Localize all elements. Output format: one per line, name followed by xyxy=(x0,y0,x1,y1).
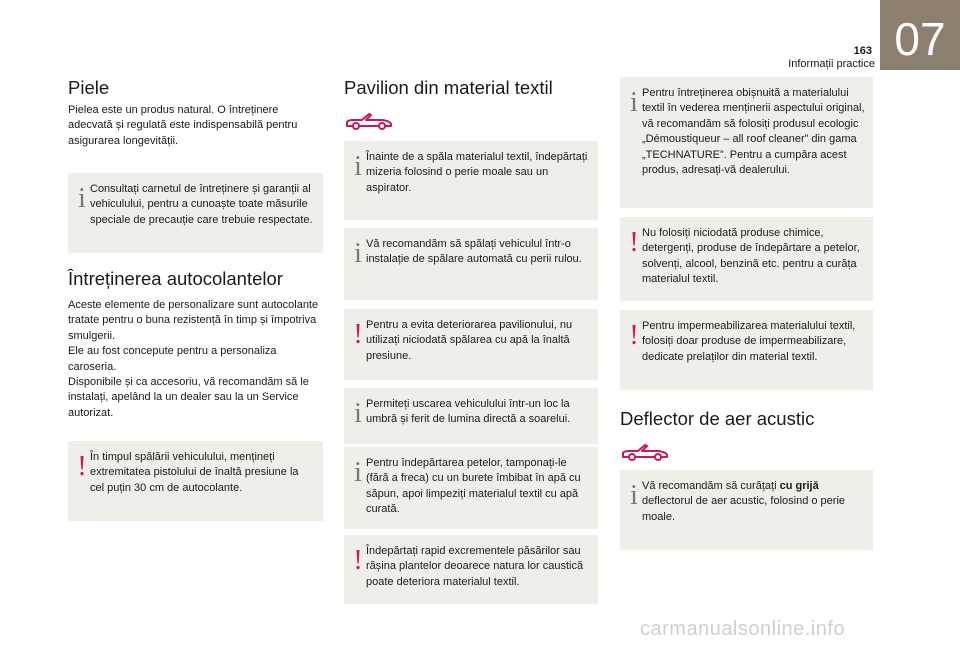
warning-icon: ! xyxy=(353,319,363,350)
note-text: Înainte de a spăla materialul textil, îndepărtați mizeria folosind o perie moale sau un aspirator. xyxy=(366,151,588,194)
note-box xyxy=(344,228,598,300)
info-icon: i xyxy=(630,480,638,511)
convertible-car-icon xyxy=(344,110,394,130)
chapter-tab: 07 xyxy=(880,0,960,70)
warning-box xyxy=(344,535,598,604)
info-icon: i xyxy=(354,151,362,182)
warning-text: Pentru impermeabilizarea materialului textil, folosiți doar produse de impermeabilizare, dedicate prelaților din material textil. xyxy=(642,320,856,363)
piele-text: Pielea este un produs natural. O întreținere adecvată și regulată este indispensabilă pentru asigurarea longevității. xyxy=(68,104,298,147)
note-text: Permiteți uscarea vehiculului într-un loc la umbră și ferit de lumina directă a soarelui. xyxy=(366,398,571,426)
warning-text: Nu folosiți niciodată produse chimice, detergenți, produse de îndepărtare a petelor, solvenți, alcool, benzină etc. pentru a curăța materialul textil. xyxy=(642,227,860,286)
info-text: Consultați carnetul de întreținere și garanții al vehiculului, pentru a cunoaște toate măsurile speciale de precauție care trebuie respectate. xyxy=(90,183,313,226)
heading-pavilion: Pavilion din material textil xyxy=(344,77,553,98)
note-text: Pentru îndepărtarea petelor, tamponați-le (fără a freca) cu un burete îmbibat în apă cu săpun, apoi limpeziți materialul textil cu apă curată. xyxy=(366,457,581,516)
warning-text: În timpul spălării vehiculului, mențineți extremitatea pistolului de înaltă presiune la cel puțin 30 cm de autocolante. xyxy=(90,451,299,494)
warning-icon: ! xyxy=(77,451,87,482)
note-box xyxy=(344,141,598,220)
note-box xyxy=(344,388,598,444)
note-box-deflector xyxy=(620,470,873,550)
warning-box xyxy=(344,309,598,380)
note-box xyxy=(344,447,598,529)
deflector-text-post: deflectorul de aer acustic, folosind o perie moale. xyxy=(642,495,846,523)
warning-icon: ! xyxy=(629,227,639,258)
heading-piele: Piele xyxy=(68,77,110,98)
info-icon: i xyxy=(630,87,638,118)
note-text: Pentru întreținerea obișnuită a materialului textil în vederea menținerii aspectului original, vă recomandăm să folosiți produsul ecologic „Démoustiqueur – all roof cleaner” din gama „TECHNATURE”. Pentru a cumpăra acest produs, adresați-vă dealerului. xyxy=(642,87,865,177)
warning-text: Îndepărtați rapid excrementele păsărilor sau rășina plantelor deoarece natura lor caustică poate deteriora materialul textil. xyxy=(366,545,584,588)
note-text: Vă recomandăm să spălați vehiculul într-o instalație de spălare automată cu perii rulou. xyxy=(366,238,582,266)
warning-box xyxy=(620,217,873,301)
info-icon: i xyxy=(354,457,362,488)
deflector-text-bold: cu grijă xyxy=(779,480,819,492)
warning-box xyxy=(620,310,873,390)
info-box-piele xyxy=(68,173,323,253)
heading-deflector: Deflector de aer acustic xyxy=(620,408,815,429)
info-icon: i xyxy=(354,238,362,269)
info-icon: i xyxy=(78,183,86,214)
autocolante-text: Aceste elemente de personalizare sunt autocolante tratate pentru o buna rezistență în timp și împotriva smulgerii. Ele au fost concepute pentru a personaliza caroseria. Disponibile și ca accesoriu, vă recomandăm să le instalați, apelând la un dealer sau la un Service autorizat. xyxy=(68,299,319,419)
warning-icon: ! xyxy=(353,545,363,576)
warning-text: Pentru a evita deteriorarea pavilionului, nu utilizați niciodată spălarea cu apă la înaltă presiune. xyxy=(366,319,573,362)
warning-icon: ! xyxy=(629,320,639,351)
heading-autocolante: Întreținerea autocolantelor xyxy=(68,268,283,289)
warning-box-autocolante xyxy=(68,441,323,521)
convertible-car-icon xyxy=(620,441,670,461)
deflector-text xyxy=(642,479,865,525)
info-icon: i xyxy=(354,398,362,429)
section-title: Informații practice xyxy=(788,58,875,70)
deflector-text-pre: Vă recomandăm să curățați xyxy=(642,480,780,492)
watermark: carmanualsonline.info xyxy=(640,618,846,640)
note-box xyxy=(620,77,873,208)
page-number: 163 xyxy=(853,45,872,57)
